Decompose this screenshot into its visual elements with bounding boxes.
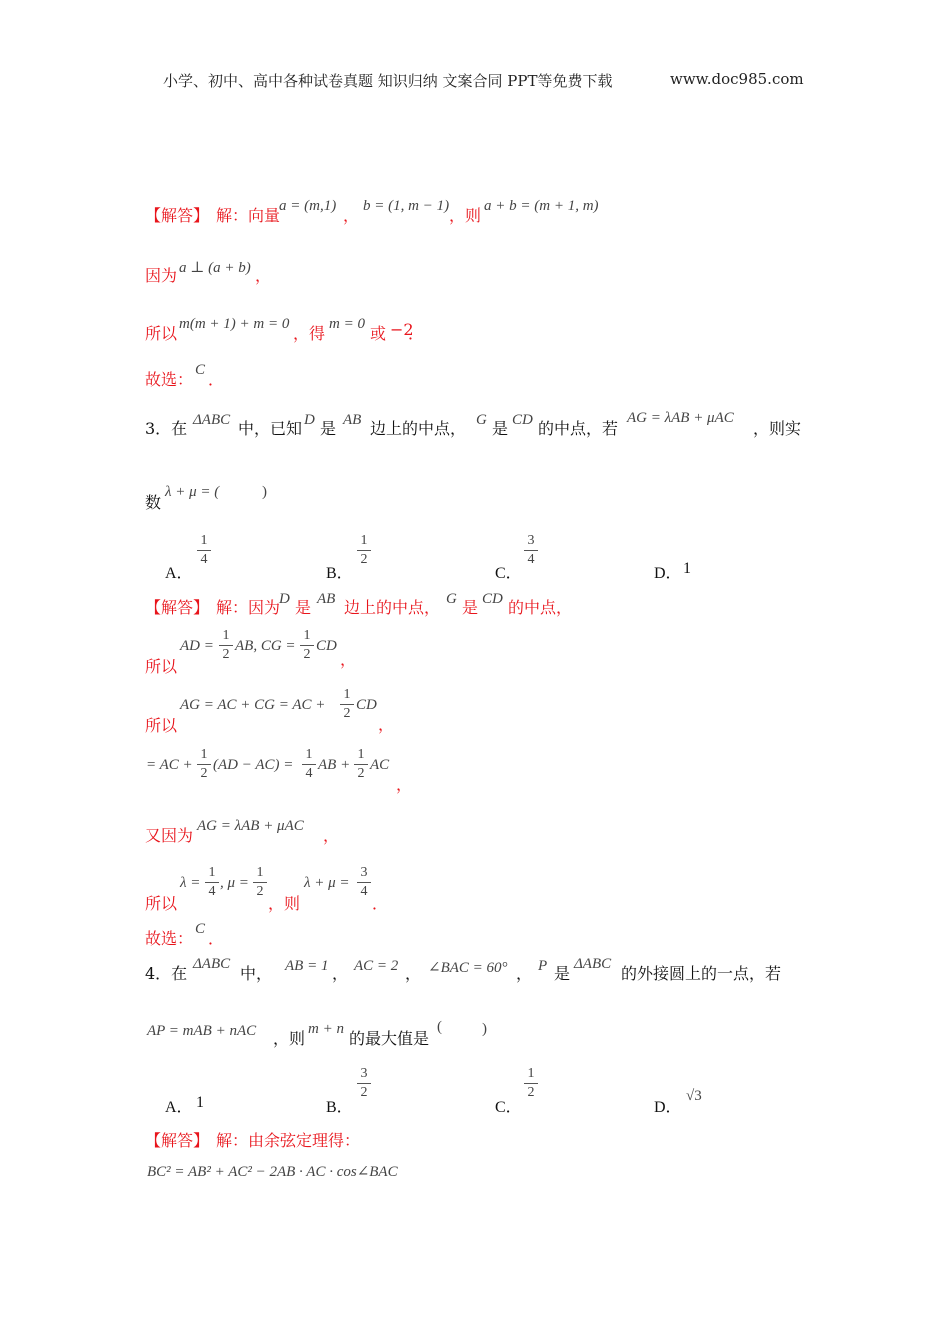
punctuation: ， [396, 775, 413, 794]
math-expression: AB [343, 412, 362, 428]
denominator: 2 [303, 647, 311, 662]
punctuation: ， [340, 650, 357, 669]
solution-label: 【解答】 [145, 598, 210, 617]
numerator: 1 [200, 533, 208, 548]
fraction [357, 865, 371, 900]
solution-text: 解：因为 [216, 598, 281, 617]
option-value: √3 [686, 1088, 702, 1104]
question-text: 中， [240, 964, 273, 983]
numerator: 1 [357, 747, 365, 762]
math-expression: (AD − AC) = [213, 757, 294, 773]
punctuation: ． [208, 370, 225, 389]
numerator: 1 [222, 628, 230, 643]
question-text: 的中点，若 [538, 419, 619, 438]
punctuation: ， [255, 266, 272, 285]
answer-prefix: 故选： [145, 929, 194, 948]
math-expression: AB [317, 591, 336, 607]
denominator: 4 [200, 552, 208, 567]
math-expression: G [446, 591, 457, 607]
math-expression: ΔABC [193, 956, 231, 972]
math-expression: a ⊥ (a + b) [179, 260, 251, 276]
solution-label: 【解答】 [145, 206, 210, 225]
question-text: 中，已知 [238, 419, 303, 438]
fraction [253, 865, 267, 900]
answer-value: C [195, 362, 206, 378]
denominator: 4 [360, 884, 368, 899]
question-text: 是 [320, 419, 337, 438]
denominator: 2 [360, 552, 368, 567]
fraction [302, 747, 316, 782]
fraction [340, 687, 354, 722]
denominator: 2 [527, 1085, 535, 1100]
solution-label: 【解答】 [145, 1131, 210, 1150]
fraction-bar [205, 882, 219, 883]
answer-value: C [195, 921, 206, 937]
math-expression: λ + μ = ( [165, 484, 220, 500]
math-expression: AD = [180, 638, 214, 654]
fraction [300, 628, 314, 663]
question-text: 数 [145, 493, 162, 512]
numerator: 1 [200, 747, 208, 762]
solution-text: ，得 [293, 324, 326, 343]
fraction-bar [524, 550, 538, 551]
numerator: 1 [256, 865, 264, 880]
solution-text: 所以 [145, 657, 178, 676]
numerator: 1 [303, 628, 311, 643]
punctuation: ， [378, 715, 395, 734]
solution-text: 或 [370, 324, 387, 343]
option-label: D． [654, 565, 682, 582]
punctuation: ， [332, 964, 349, 983]
solution-text: ，则 [449, 206, 482, 225]
fraction-bar [253, 882, 267, 883]
question-text: 是 [554, 964, 571, 983]
numerator: 3 [360, 1066, 368, 1081]
fraction-bar [357, 1083, 371, 1084]
fraction [219, 628, 233, 663]
option-c-fraction [524, 1066, 538, 1101]
solution-text: 因为 [145, 266, 178, 285]
question-number: 3．在 [145, 419, 188, 438]
answer-blank-close: ) [482, 1021, 487, 1037]
math-expression: b = (1, m − 1) [363, 198, 450, 214]
math-expression: AC [370, 757, 390, 773]
option-label: B． [326, 1099, 353, 1116]
question-text: ，则 [273, 1029, 306, 1048]
fraction [197, 747, 211, 782]
punctuation: ． [208, 929, 225, 948]
denominator: 2 [357, 766, 365, 781]
math-expression: , μ = [220, 875, 249, 891]
math-expression: AP = mAB + nAC [147, 1023, 257, 1039]
punctuation: ． [372, 894, 389, 913]
header-site-link[interactable]: www.doc985.com [670, 70, 804, 88]
math-expression: D [279, 591, 290, 607]
question-text: 的外接圆上的一点，若 [621, 964, 782, 983]
option-a-fraction [197, 533, 211, 568]
fraction [205, 865, 219, 900]
denominator: 2 [222, 647, 230, 662]
punctuation: ， [516, 964, 533, 983]
math-expression: AG = AC + CG = AC + [180, 697, 326, 713]
denominator: 2 [256, 884, 264, 899]
math-expression: AC = 2 [354, 958, 399, 974]
solution-text: 所以 [145, 716, 178, 735]
punctuation: ， [323, 826, 340, 845]
numerator: 1 [360, 533, 368, 548]
solution-text: 是 [295, 598, 312, 617]
option-label: B． [326, 565, 353, 582]
option-label: A． [165, 1099, 193, 1116]
option-label: A． [165, 565, 193, 582]
question-number: 4．在 [145, 964, 188, 983]
math-expression: CD [512, 412, 533, 428]
numerator: 1 [343, 687, 351, 702]
math-expression: P [538, 958, 548, 974]
question-text: ，则实 [753, 419, 802, 438]
numerator: 3 [527, 533, 535, 548]
math-expression: AG = λAB + μAC [197, 818, 304, 834]
punctuation: ， [343, 206, 360, 225]
solution-text: 是 [462, 598, 479, 617]
option-c-fraction [524, 533, 538, 568]
math-expression: G [476, 412, 487, 428]
fraction-bar [197, 764, 211, 765]
question-text: 边上的中点， [370, 419, 467, 438]
denominator: 2 [200, 766, 208, 781]
fraction-bar [357, 882, 371, 883]
math-expression: AB, CG = [235, 638, 296, 654]
option-value: 1 [683, 560, 691, 577]
math-expression: AG = λAB + μAC [627, 410, 734, 426]
solution-text: 的中点， [508, 598, 573, 617]
math-expression: CD [316, 638, 337, 654]
fraction-bar [219, 645, 233, 646]
option-value: 1 [196, 1094, 204, 1111]
math-expression: λ = [180, 875, 201, 891]
question-text: 的最大值是 [349, 1029, 430, 1048]
denominator: 4 [208, 884, 216, 899]
fraction [354, 747, 368, 782]
math-expression: ∠BAC = 60° [428, 960, 508, 976]
fraction-bar [340, 704, 354, 705]
math-expression: m + n [308, 1021, 344, 1037]
math-expression: CD [482, 591, 503, 607]
math-expression: CD [356, 697, 377, 713]
denominator: 2 [343, 706, 351, 721]
math-expression: m = 0 [329, 316, 365, 332]
option-label: D． [654, 1099, 682, 1116]
solution-text: 所以 [145, 324, 178, 343]
fraction-bar [302, 764, 316, 765]
punctuation: ， [405, 964, 422, 983]
math-expression: BC² = AB² + AC² − 2AB · AC · cos∠BAC [147, 1164, 398, 1180]
solution-text: ，则 [268, 894, 301, 913]
numerator: 1 [527, 1066, 535, 1081]
numerator: 3 [360, 865, 368, 880]
answer-prefix: 故选： [145, 370, 194, 389]
question-text: 是 [492, 419, 509, 438]
math-expression: a = (m,1) [279, 198, 337, 214]
punctuation: ． [408, 324, 425, 343]
solution-text: 解：向量 [216, 206, 281, 225]
math-expression: D [304, 412, 315, 428]
header-text: 小学、初中、高中各种试卷真题 知识归纳 文案合同 PPT等免费下载 [163, 72, 613, 90]
option-label: C． [495, 565, 522, 582]
answer-blank-open: ( [437, 1019, 442, 1035]
denominator: 4 [527, 552, 535, 567]
fraction-bar [354, 764, 368, 765]
math-expression: AB = 1 [285, 958, 329, 974]
math-value: −2 [390, 320, 414, 339]
solution-text: 所以 [145, 894, 178, 913]
numerator: 1 [305, 747, 313, 762]
math-expression: = AC + [146, 757, 193, 773]
option-label: C． [495, 1099, 522, 1116]
option-b-fraction [357, 1066, 371, 1101]
solution-text: 边上的中点， [344, 598, 441, 617]
answer-blank: ) [262, 484, 267, 500]
solution-text: 解：由余弦定理得： [216, 1131, 361, 1150]
math-expression: ΔABC [574, 956, 612, 972]
fraction-bar [357, 550, 371, 551]
option-b-fraction [357, 533, 371, 568]
fraction-bar [197, 550, 211, 551]
solution-text: 又因为 [145, 826, 194, 845]
fraction-bar [300, 645, 314, 646]
math-expression: a + b = (m + 1, m) [484, 198, 599, 214]
denominator: 2 [360, 1085, 368, 1100]
numerator: 1 [208, 865, 216, 880]
math-expression: λ + μ = [304, 875, 350, 891]
math-expression: m(m + 1) + m = 0 [179, 316, 290, 332]
fraction-bar [524, 1083, 538, 1084]
math-expression: ΔABC [193, 412, 231, 428]
math-expression: AB + [318, 757, 351, 773]
denominator: 4 [305, 766, 313, 781]
